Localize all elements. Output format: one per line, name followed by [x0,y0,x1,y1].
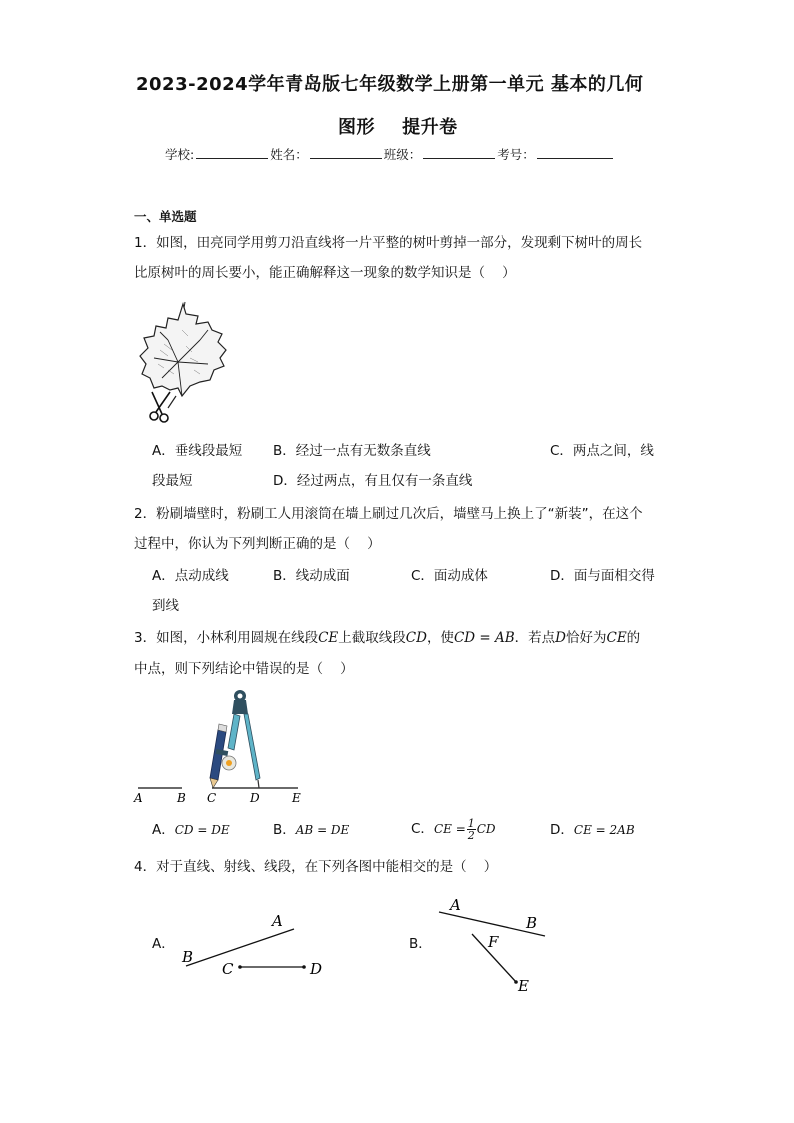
q4-option-a-label[interactable]: A． [152,936,175,952]
q1-option-d[interactable]: D．经过两点，有且仅有一条直线 [273,473,473,489]
q2-stem-line2: 过程中，你认为下列判断正确的是（ ） [134,536,381,552]
q2-option-d-line2[interactable]: 到线 [152,598,179,614]
q3-option-b[interactable]: B．AB = DE [273,822,350,838]
document-title-line1: 2023-2024学年青岛版七年级数学上册第一单元 基本的几何 [136,74,644,95]
q3-option-c[interactable]: C．CE = $\frac{1}{2}$ CD [411,816,496,842]
fig-a-point-c: C [222,960,234,978]
q1-option-b[interactable]: B．经过一点有无数条直线 [273,443,431,459]
q3-stem-line2: 中点，则下列结论中错误的是（ ） [134,661,354,677]
fig-b-point-b: B [526,914,538,932]
point-d-label: D [250,791,260,805]
point-b-label: B [177,791,186,805]
fraction-one-half: $\frac{1}{2}$ [467,816,475,842]
class-label: 班级： [383,147,422,162]
name-label: 姓名： [270,147,308,162]
compass-icon [222,690,260,788]
fig-a-point-a: A [272,912,283,930]
number-field[interactable] [537,144,613,159]
fig-b-point-f: F [488,933,499,951]
fig-b-point-e: E [518,977,529,995]
q1-stem-line1: 1．如图，田亮同学用剪刀沿直线将一片平整的树叶剪掉一部分，发现剩下树叶的周长 [134,235,643,251]
q1-option-c-line1[interactable]: C．两点之间，线 [550,443,654,459]
q2-option-c[interactable]: C．面动成体 [411,568,488,584]
point-c-label: C [207,791,217,805]
ray-ba [186,929,294,966]
q1-stem-line2: 比原树叶的周长要小，能正确解释这一现象的数学知识是（ ） [134,265,516,281]
school-label: 学校: [165,147,195,162]
class-field[interactable] [423,144,495,159]
q4-figure-b [430,892,560,996]
q4-stem: 4．对于直线、射线、线段，在下列各图中能相交的是（ ） [134,859,498,875]
point-e-label: E [292,791,301,805]
number-label: 考号： [497,147,535,162]
q4-option-b-label[interactable]: B． [409,936,432,952]
q2-option-d-line1[interactable]: D．面与面相交得 [550,568,655,584]
q2-option-b[interactable]: B．线动成面 [273,568,350,584]
fig-a-point-d: D [310,960,323,978]
q3-figure [130,686,310,808]
q1-option-c-line2[interactable]: 段最短 [152,473,193,489]
q1-option-a[interactable]: A．垂线段最短 [152,443,243,459]
q1-figure [138,300,230,426]
point-a-label: A [134,791,143,805]
q3-option-d[interactable]: D．CE = 2AB [550,822,635,838]
q2-stem-line1: 2．粉刷墙壁时，粉刷工人用滚筒在墙上刷过几次后，墙壁马上换上了“新装”，在这个 [134,506,643,522]
scissors-icon [150,392,170,422]
q3-option-a[interactable]: A．CD = DE [152,822,230,838]
school-field[interactable] [196,144,268,159]
q2-option-a[interactable]: A．点动成线 [152,568,229,584]
student-info-row [165,144,615,165]
q4-figure-a [176,906,336,986]
fig-b-point-a: A [450,896,461,914]
document-title-line2: 图形 提升卷 [338,117,458,138]
fig-a-point-b: B [182,948,194,966]
name-field[interactable] [310,144,382,159]
pencil-icon [210,724,228,788]
q3-stem-line1: 3．如图，小林利用圆规在线段CE上截取线段CD，使CD = AB．若点D恰好为CE的 [134,630,641,646]
section-heading: 一、单选题 [134,209,197,224]
